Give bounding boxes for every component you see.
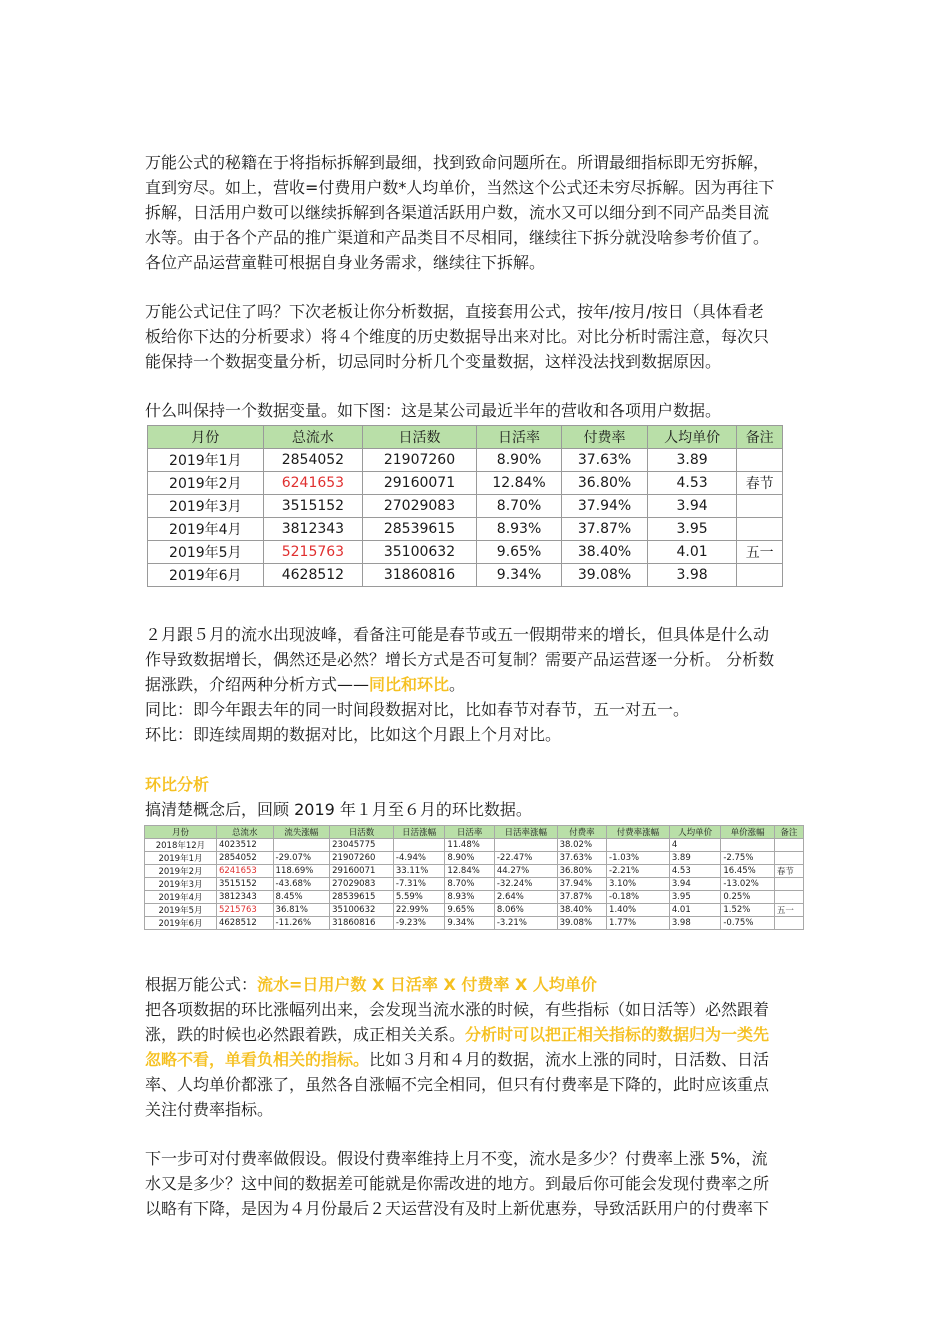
table-cell: -13.02%: [721, 878, 774, 891]
table-cell: -4.94%: [393, 852, 445, 865]
formula-highlight: 流水=日用户数 X 日活率 X 付费率 X 人均单价: [257, 975, 597, 994]
table-cell: 37.87%: [562, 518, 648, 541]
table-cell: [273, 839, 330, 852]
text-line: 率、人均单价都涨了，虽然各自涨幅不完全相同，但只有付费率是下降的，此时应该重点: [145, 1075, 770, 1094]
table-cell: -22.47%: [494, 852, 557, 865]
table-cell: 2854052: [216, 852, 273, 865]
highlight-text: 忽略不看，单看负相关的指标。: [145, 1050, 370, 1069]
table-row: [148, 518, 783, 541]
table-row: [145, 891, 804, 904]
table-cell: 29160071: [363, 472, 477, 495]
table-cell: 8.90%: [476, 449, 562, 472]
table-cell: 37.94%: [557, 878, 606, 891]
text-line: 以略有下降，是因为４月份最后２天运营没有及时上新优惠券，导致活跃用户的付费率下: [145, 1199, 770, 1218]
column-header: 月份: [145, 826, 217, 839]
table-cell: [774, 839, 803, 852]
table-cell: 3.94: [647, 495, 737, 518]
table-cell: 4.01: [669, 904, 721, 917]
table-cell: 2018年12月: [145, 839, 217, 852]
paragraph-hypothesis: [145, 1146, 810, 1221]
text-segment: 比如３月和４月的数据，流水上涨的同时，日活数、日活: [369, 1050, 770, 1069]
table-cell: 2.64%: [494, 891, 557, 904]
table-cell: 4.01: [647, 541, 737, 564]
paragraph-formula-breakdown: [145, 150, 810, 275]
table-cell: 6241653: [263, 472, 363, 495]
table-row: [148, 472, 783, 495]
table-cell: 1.52%: [721, 904, 774, 917]
table-cell: 38.40%: [562, 541, 648, 564]
table-cell: [774, 917, 803, 930]
text-line: 板给你下达的分析要求）将４个维度的历史数据导出来对比。对比分析时需注意，每次只: [145, 327, 770, 346]
text-segment: 根据万能公式：: [145, 975, 258, 994]
table-cell: 9.65%: [445, 904, 494, 917]
table-cell: 5215763: [263, 541, 363, 564]
table-cell: 11.48%: [445, 839, 494, 852]
table-cell: -2.21%: [607, 865, 670, 878]
table-cell: 2019年5月: [145, 904, 217, 917]
table-cell: 33.11%: [393, 865, 445, 878]
table-header-row: [148, 426, 783, 449]
table-cell: 2019年3月: [145, 878, 217, 891]
text-line: 直到穷尽。如上，营收=付费用户数*人均单价，当然这个公式还未穷尽拆解。因为再往下: [145, 178, 775, 197]
table-cell: 1.77%: [607, 917, 670, 930]
column-header: 人均单价: [669, 826, 721, 839]
table-cell: 3.98: [647, 564, 737, 587]
table-cell: 4628512: [263, 564, 363, 587]
text-segment: 据涨跌，介绍两种分析方式——: [145, 675, 370, 694]
table-cell: 8.70%: [476, 495, 562, 518]
table-cell: 9.34%: [476, 564, 562, 587]
table-cell: 39.08%: [557, 917, 606, 930]
text-line: 万能公式记住了吗？下次老板让你分析数据，直接套用公式，按年/按月/按日（具体看老: [145, 302, 764, 321]
text-line: 水又是多少？这中间的数据差可能就是你需改进的地方。到最后你可能会发现付费率之所: [145, 1174, 770, 1193]
table-cell: 五一: [774, 904, 803, 917]
text-line: 万能公式的秘籍在于将指标拆解到最细，找到致命问题所在。所谓最细指标即无穷拆解，: [145, 153, 770, 172]
table-cell: 38.40%: [557, 904, 606, 917]
table-cell: 28539615: [363, 518, 477, 541]
table-row: [148, 564, 783, 587]
table-row: [148, 449, 783, 472]
mom-growth-table: [144, 825, 804, 930]
table-cell: 31860816: [330, 917, 394, 930]
table-cell: 29160071: [330, 865, 394, 878]
section-title: 环比分析: [145, 775, 210, 794]
text-line: [145, 1022, 810, 1047]
table-cell: 37.87%: [557, 891, 606, 904]
table-cell: 2019年4月: [145, 891, 217, 904]
table-cell: 3812343: [216, 891, 273, 904]
table-cell: 37.94%: [562, 495, 648, 518]
table-cell: [721, 839, 774, 852]
table-cell: 36.80%: [557, 865, 606, 878]
paragraph-table-intro: [145, 398, 810, 423]
section-mom-analysis: [145, 772, 810, 822]
table-cell: 5215763: [216, 904, 273, 917]
table-row: [145, 839, 804, 852]
highlight-text: 同比和环比: [369, 675, 450, 694]
table-cell: -1.03%: [607, 852, 670, 865]
column-header: 流失涨幅: [273, 826, 330, 839]
text-line: 环比：即连续周期的数据对比，比如这个月跟上个月对比。: [145, 725, 562, 744]
table-cell: 27029083: [363, 495, 477, 518]
table-cell: 8.90%: [445, 852, 494, 865]
table-cell: 2019年5月: [148, 541, 264, 564]
table-cell: [774, 878, 803, 891]
paragraph-formula-usage: [145, 299, 810, 374]
table-cell: 8.06%: [494, 904, 557, 917]
table-row: [145, 917, 804, 930]
column-header: 日活数: [363, 426, 477, 449]
table-cell: 2019年2月: [148, 472, 264, 495]
text-line: 拆解，日活用户数可以继续拆解到各渠道活跃用户数，流水又可以细分到不同产品类目流: [145, 203, 770, 222]
table-cell: 12.84%: [476, 472, 562, 495]
table-cell: 4628512: [216, 917, 273, 930]
table-cell: 5.59%: [393, 891, 445, 904]
table-cell: 27029083: [330, 878, 394, 891]
column-header: 付费率: [557, 826, 606, 839]
table-cell: 118.69%: [273, 865, 330, 878]
table-cell: 12.84%: [445, 865, 494, 878]
table-cell: 3.94: [669, 878, 721, 891]
table-cell: 35100632: [363, 541, 477, 564]
table-cell: -7.31%: [393, 878, 445, 891]
text-line: ２月跟５月的流水出现波峰，看备注可能是春节或五一假期带来的增长，但具体是什么动: [145, 625, 770, 644]
table-cell: -0.75%: [721, 917, 774, 930]
table-cell: 21907260: [330, 852, 394, 865]
text-line: 把各项数据的环比涨幅列出来，会发现当流水涨的时候，有些指标（如日活等）必然跟着: [145, 1000, 770, 1019]
table-cell: 3.89: [669, 852, 721, 865]
text-line: [145, 1047, 810, 1072]
table-cell: [737, 518, 783, 541]
table-cell: 4.53: [647, 472, 737, 495]
text-line: 下一步可对付费率做假设。假设付费率维持上月不变，流水是多少？付费率上涨 5%，流: [145, 1149, 768, 1168]
column-header: 日活率涨幅: [494, 826, 557, 839]
table-cell: 6241653: [216, 865, 273, 878]
table-cell: [393, 839, 445, 852]
table-cell: [607, 839, 670, 852]
table-cell: [774, 852, 803, 865]
text-line: 同比：即今年跟去年的同一时间段数据对比，比如春节对春节，五一对五一。: [145, 700, 690, 719]
table-cell: -3.21%: [494, 917, 557, 930]
table-cell: 8.93%: [476, 518, 562, 541]
text-line: 能保持一个数据变量分析，切忌同时分析几个变量数据，这样没法找到数据原因。: [145, 352, 722, 371]
table-row: [145, 865, 804, 878]
column-header: 总流水: [263, 426, 363, 449]
table-cell: 38.02%: [557, 839, 606, 852]
table-cell: 2019年6月: [145, 917, 217, 930]
table-row: [145, 878, 804, 891]
column-header: 日活率: [445, 826, 494, 839]
table-cell: -43.68%: [273, 878, 330, 891]
highlight-text: 分析时可以把正相关指标的数据归为一类先: [465, 1025, 770, 1044]
table-cell: 16.45%: [721, 865, 774, 878]
revenue-data-table: [147, 425, 783, 587]
column-header: 日活涨幅: [393, 826, 445, 839]
text-line: 搞清楚概念后，回顾 2019 年１月至６月的环比数据。: [145, 800, 532, 819]
text-line: 什么叫保持一个数据变量。如下图：这是某公司最近半年的营收和各项用户数据。: [145, 401, 722, 420]
table-row: [148, 495, 783, 518]
table-cell: 37.63%: [557, 852, 606, 865]
table-header-row: [145, 826, 804, 839]
paragraph-peak-analysis: [145, 622, 810, 747]
column-header: 日活数: [330, 826, 394, 839]
table-cell: [494, 839, 557, 852]
table-cell: 28539615: [330, 891, 394, 904]
text-line: [145, 672, 810, 697]
table-cell: -0.18%: [607, 891, 670, 904]
table-cell: 2854052: [263, 449, 363, 472]
column-header: 人均单价: [647, 426, 737, 449]
text-line: [145, 972, 810, 997]
column-header: 单价涨幅: [721, 826, 774, 839]
table-cell: 8.45%: [273, 891, 330, 904]
table-cell: 2019年4月: [148, 518, 264, 541]
table-cell: 31860816: [363, 564, 477, 587]
text-segment: 涨，跌的时候也必然跟着跌，成正相关关系。: [145, 1025, 466, 1044]
table-cell: [737, 564, 783, 587]
table-cell: -11.26%: [273, 917, 330, 930]
table-cell: 39.08%: [562, 564, 648, 587]
table-cell: 4023512: [216, 839, 273, 852]
table-cell: 3.89: [647, 449, 737, 472]
table-cell: 春节: [774, 865, 803, 878]
table-cell: 4: [669, 839, 721, 852]
table-cell: 36.81%: [273, 904, 330, 917]
table-cell: -29.07%: [273, 852, 330, 865]
table-cell: 9.34%: [445, 917, 494, 930]
column-header: 备注: [774, 826, 803, 839]
column-header: 付费率涨幅: [607, 826, 670, 839]
text-line: 作导致数据增长，偶然还是必然？增长方式是否可复制？需要产品运营逐一分析。 分析数: [145, 650, 775, 669]
table-cell: 37.63%: [562, 449, 648, 472]
column-header: 备注: [737, 426, 783, 449]
column-header: 月份: [148, 426, 264, 449]
table-cell: 35100632: [330, 904, 394, 917]
table-cell: -9.23%: [393, 917, 445, 930]
column-header: 付费率: [562, 426, 648, 449]
table-cell: 2019年6月: [148, 564, 264, 587]
table-cell: 4.53: [669, 865, 721, 878]
table-cell: [774, 891, 803, 904]
text-line: 水等。由于各个产品的推广渠道和产品类目不尽相同，继续往下拆分就没啥参考价值了。: [145, 228, 770, 247]
table-cell: [737, 449, 783, 472]
table-cell: -2.75%: [721, 852, 774, 865]
table-cell: 8.93%: [445, 891, 494, 904]
table-cell: 3812343: [263, 518, 363, 541]
table-cell: 9.65%: [476, 541, 562, 564]
table-cell: -32.24%: [494, 878, 557, 891]
table-cell: 21907260: [363, 449, 477, 472]
table-cell: 44.27%: [494, 865, 557, 878]
table-cell: 3515152: [216, 878, 273, 891]
text-segment: 。: [449, 675, 466, 694]
table-cell: 3.95: [647, 518, 737, 541]
table-cell: 3.98: [669, 917, 721, 930]
table-cell: 0.25%: [721, 891, 774, 904]
table-cell: 1.40%: [607, 904, 670, 917]
table-cell: 3515152: [263, 495, 363, 518]
text-line: 关注付费率指标。: [145, 1100, 274, 1119]
table-cell: 3.10%: [607, 878, 670, 891]
table-cell: 36.80%: [562, 472, 648, 495]
text-line: 各位产品运营童鞋可根据自身业务需求，继续往下拆解。: [145, 253, 546, 272]
column-header: 日活率: [476, 426, 562, 449]
table-row: [148, 541, 783, 564]
table-cell: 五一: [737, 541, 783, 564]
table-row: [145, 852, 804, 865]
table-cell: 2019年1月: [148, 449, 264, 472]
table-cell: [737, 495, 783, 518]
table-cell: 2019年3月: [148, 495, 264, 518]
table-row: [145, 904, 804, 917]
table-cell: 2019年1月: [145, 852, 217, 865]
table-cell: 22.99%: [393, 904, 445, 917]
table-cell: 8.70%: [445, 878, 494, 891]
table-cell: 23045775: [330, 839, 394, 852]
paragraph-universal-formula: [145, 972, 810, 1122]
table-cell: 2019年2月: [145, 865, 217, 878]
table-cell: 3.95: [669, 891, 721, 904]
column-header: 总流水: [216, 826, 273, 839]
table-cell: 春节: [737, 472, 783, 495]
